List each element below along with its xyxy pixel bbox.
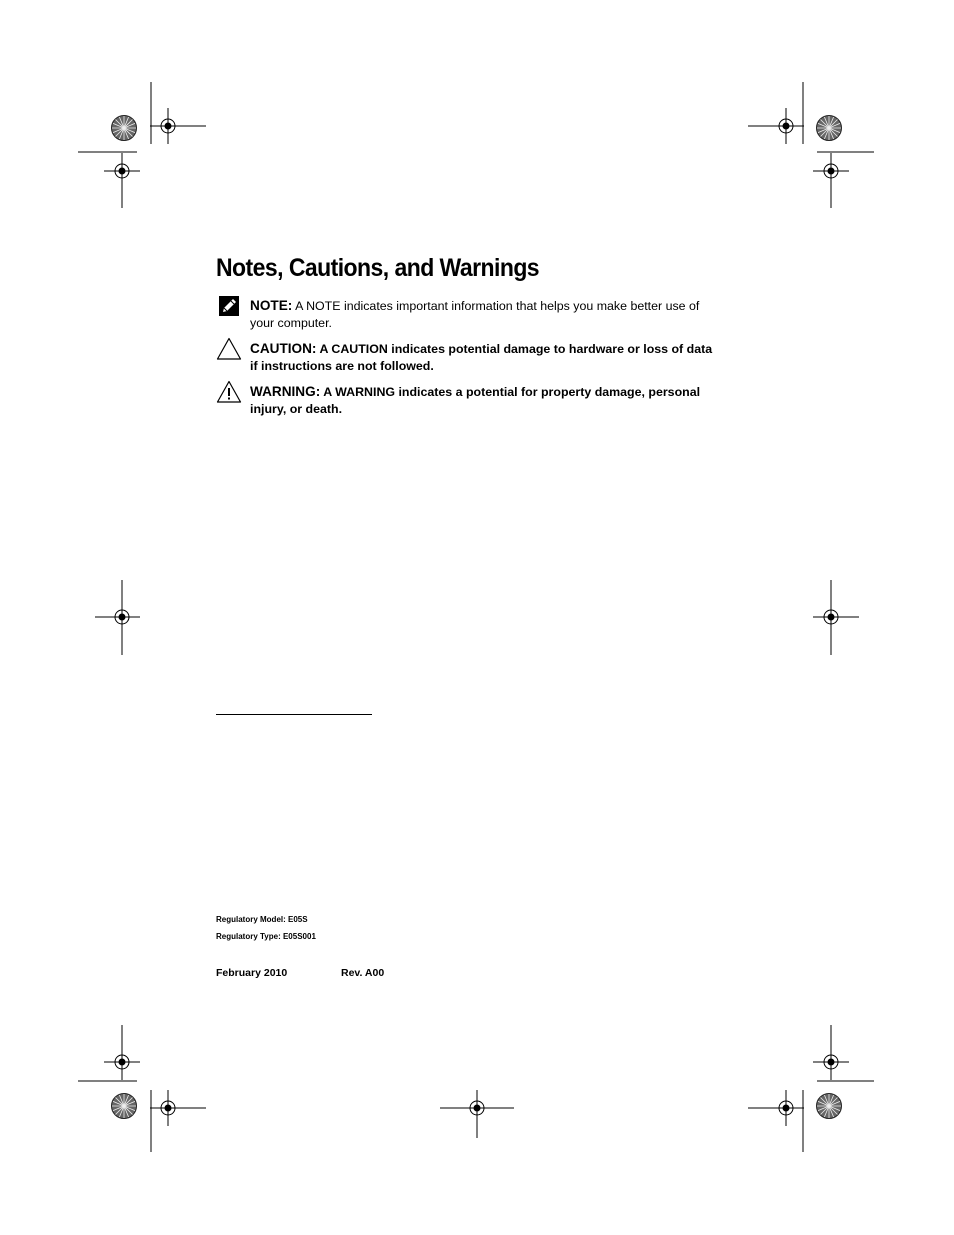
warning-label: WARNING: [250, 384, 321, 399]
crop-mark-middle-right [813, 580, 859, 655]
crop-mark-bottom-center [440, 1090, 514, 1138]
crop-mark-top-right [748, 82, 874, 208]
caution-triangle-icon [216, 337, 242, 361]
copyright-divider [216, 714, 372, 715]
regulatory-type: Regulatory Type: E05S001 [216, 932, 316, 941]
crop-mark-top-left [78, 82, 206, 208]
warning-paragraph [250, 383, 720, 418]
regulatory-model: Regulatory Model: E05S [216, 915, 308, 924]
crop-mark-middle-left [95, 580, 140, 655]
crop-mark-bottom-right [748, 1025, 874, 1152]
note-label: NOTE: [250, 298, 293, 313]
crop-mark-bottom-left [78, 1025, 206, 1152]
note-text: A NOTE indicates important information that helps you make better use of your computer. [250, 299, 700, 330]
warning-exclamation-icon [216, 380, 242, 404]
publication-date: February 2010 [216, 967, 288, 979]
revision-label: Rev. A00 [341, 967, 385, 979]
pencil-note-icon [218, 295, 244, 319]
warning-text: A WARNING indicates a potential for property damage, personal injury, or death. [250, 385, 701, 416]
caution-label: CAUTION: [250, 341, 317, 356]
note-paragraph [250, 297, 720, 332]
caution-paragraph [250, 340, 720, 375]
page-title: Notes, Cautions, and Warnings [216, 254, 540, 282]
caution-text: A CAUTION indicates potential damage to hardware or loss of data if instructions are not followed. [250, 342, 713, 373]
